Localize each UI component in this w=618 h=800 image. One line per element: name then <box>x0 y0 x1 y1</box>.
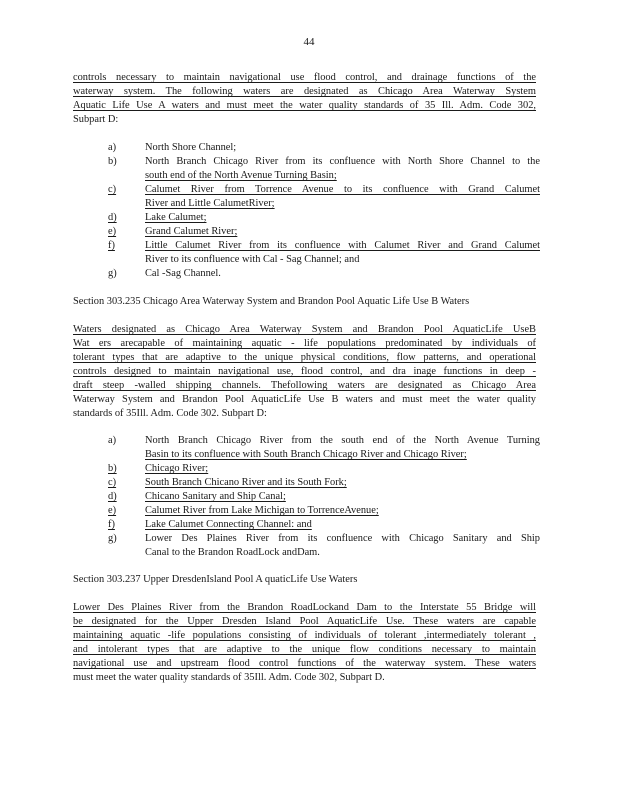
list-item <box>108 267 540 281</box>
list-item-line: South Branch Chicano River and its South Fork; <box>145 477 347 488</box>
list-item-line: Little Calumet River from its confluence with Calumet River and Grand Calumet <box>145 240 540 251</box>
list-item-line: North Branch Chicago River from the south end of the North Avenue Turning <box>145 435 540 446</box>
list-item-line: Lake Calumet Connecting Channel: and <box>145 519 312 530</box>
paragraph-line: navigational use and upstream flood control functions of the waterway system. These waters <box>73 658 536 669</box>
list-item-line: River and Little CalumetRiver; <box>145 198 275 209</box>
list-item-text <box>145 211 540 225</box>
paragraph-line: controls designed to maintain navigational use, flood control, and dra inage functions in deep - <box>73 366 536 377</box>
list-item-line: south end of the North Avenue Turning Basin; <box>145 170 337 181</box>
list-item-text <box>145 267 540 281</box>
paragraph-line: maintaining aquatic -life populations consisting of individuals of tolerant ,intermediately tolerant , <box>73 630 536 641</box>
list-item-line: River to its confluence with Cal - Sag Channel; and <box>145 254 360 265</box>
list-marker: f) <box>108 519 115 530</box>
list-item-text <box>145 155 540 183</box>
list-marker: a) <box>108 142 117 153</box>
list-item <box>108 239 540 267</box>
section-heading-303-237 <box>73 573 536 587</box>
paragraph-line: standards of 35Ill. Adm. Code 302. Subpart D: <box>73 408 267 419</box>
list-item <box>108 225 540 239</box>
paragraph-line: and intolerant types that are adaptive to the unique flow conditions necessary to maintain <box>73 644 536 655</box>
section-heading-text: Section 303.237 Upper DresdenIsland Pool A quaticLife Use Waters <box>73 574 358 585</box>
section-heading-text: Section 303.235 Chicago Area Waterway System and Brandon Pool Aquatic Life Use B Waters <box>73 296 470 307</box>
list-item-text <box>145 239 540 267</box>
waters-list-a <box>108 141 540 281</box>
list-item-text <box>145 225 540 239</box>
list-item <box>108 462 540 476</box>
list-marker: d) <box>108 491 117 502</box>
page-number: 44 <box>303 36 315 48</box>
paragraph-line: Lower Des Plaines River from the Brandon RoadLockand Dam to the Interstate 55 Bridge will <box>73 602 536 613</box>
paragraph-line: be designated for the Upper Dresden Island Pool AquaticLife Use. These waters are capable <box>73 616 536 627</box>
list-item <box>108 476 540 490</box>
list-item-text <box>145 490 540 504</box>
paragraph-line: waterway system. The following waters are designated as Chicago Area Waterway System <box>73 86 536 97</box>
paragraph-line: controls necessary to maintain navigational use flood control, and drainage functions of the <box>73 72 536 83</box>
list-marker: c) <box>108 477 117 488</box>
list-item-text <box>145 141 540 155</box>
list-item-line: Chicago River; <box>145 463 209 474</box>
list-marker: b) <box>108 156 117 167</box>
list-item <box>108 490 540 504</box>
list-marker: c) <box>108 184 117 195</box>
list-item <box>108 532 540 560</box>
list-marker: e) <box>108 505 117 516</box>
list-item-line: Lake Calumet; <box>145 212 207 223</box>
paragraph-line: draft steep -walled shipping channels. Thefollowing waters are designated as Chicago Area <box>73 380 536 391</box>
list-item-text <box>145 183 540 211</box>
list-item-line: Basin to its confluence with South Branch Chicago River and Chicago River; <box>145 449 467 460</box>
list-item-text <box>145 504 540 518</box>
list-marker: f) <box>108 240 115 251</box>
paragraph-line: tolerant types that are adaptive to the unique physical conditions, flow patterns, and operational <box>73 352 536 363</box>
list-item <box>108 211 540 225</box>
list-item-text <box>145 532 540 560</box>
list-marker: a) <box>108 435 117 446</box>
list-marker: g) <box>108 268 117 279</box>
list-item <box>108 434 540 462</box>
list-marker: b) <box>108 463 117 474</box>
list-item-line: Lower Des Plaines River from its confluence with Chicago Sanitary and Ship <box>145 533 540 544</box>
list-item-line: North Shore Channel; <box>145 142 237 153</box>
list-item-line: Calumet River from Torrence Avenue to its confluence with Grand Calumet <box>145 184 540 195</box>
list-item-line: Chicano Sanitary and Ship Canal; <box>145 491 286 502</box>
list-marker: d) <box>108 212 117 223</box>
paragraph-line: Subpart D: <box>73 114 119 125</box>
paragraph-line: Aquatic Life Use A waters and must meet the water quality standards of 35 Ill. Adm. Code 302, <box>73 100 536 111</box>
waters-list-b <box>108 434 540 560</box>
list-item-line: Calumet River from Lake Michigan to TorrenceAvenue; <box>145 505 379 516</box>
list-item-text <box>145 462 540 476</box>
list-item-text <box>145 476 540 490</box>
list-item <box>108 183 540 211</box>
list-item <box>108 155 540 183</box>
list-item-text <box>145 434 540 462</box>
list-item-line: Canal to the Brandon RoadLock andDam. <box>145 547 320 558</box>
list-marker: g) <box>108 533 117 544</box>
section-heading-303-235 <box>73 295 536 309</box>
list-item <box>108 504 540 518</box>
list-item-line: Grand Calumet River; <box>145 226 238 237</box>
list-item-line: Cal -Sag Channel. <box>145 268 221 279</box>
aquatic-life-use-b-paragraph <box>73 323 536 421</box>
list-marker: e) <box>108 226 117 237</box>
paragraph-line: must meet the water quality standards of 35Ill. Adm. Code 302, Subpart D. <box>73 672 385 683</box>
paragraph-line: Waterway System and Brandon Pool AquaticLife Use B waters and must meet the water quality <box>73 394 536 405</box>
list-item-line: North Branch Chicago River from its confluence with North Shore Channel to the <box>145 156 540 167</box>
upper-dresden-paragraph <box>73 601 536 685</box>
paragraph-line: Waters designated as Chicago Area Waterway System and Brandon Pool AquaticLife UseB <box>73 324 536 335</box>
paragraph-line: Wat ers arecapable of maintaining aquatic - life populations predominated by individuals of <box>73 338 536 349</box>
list-item <box>108 141 540 155</box>
list-item-text <box>145 518 540 532</box>
intro-paragraph <box>73 71 536 127</box>
list-item <box>108 518 540 532</box>
